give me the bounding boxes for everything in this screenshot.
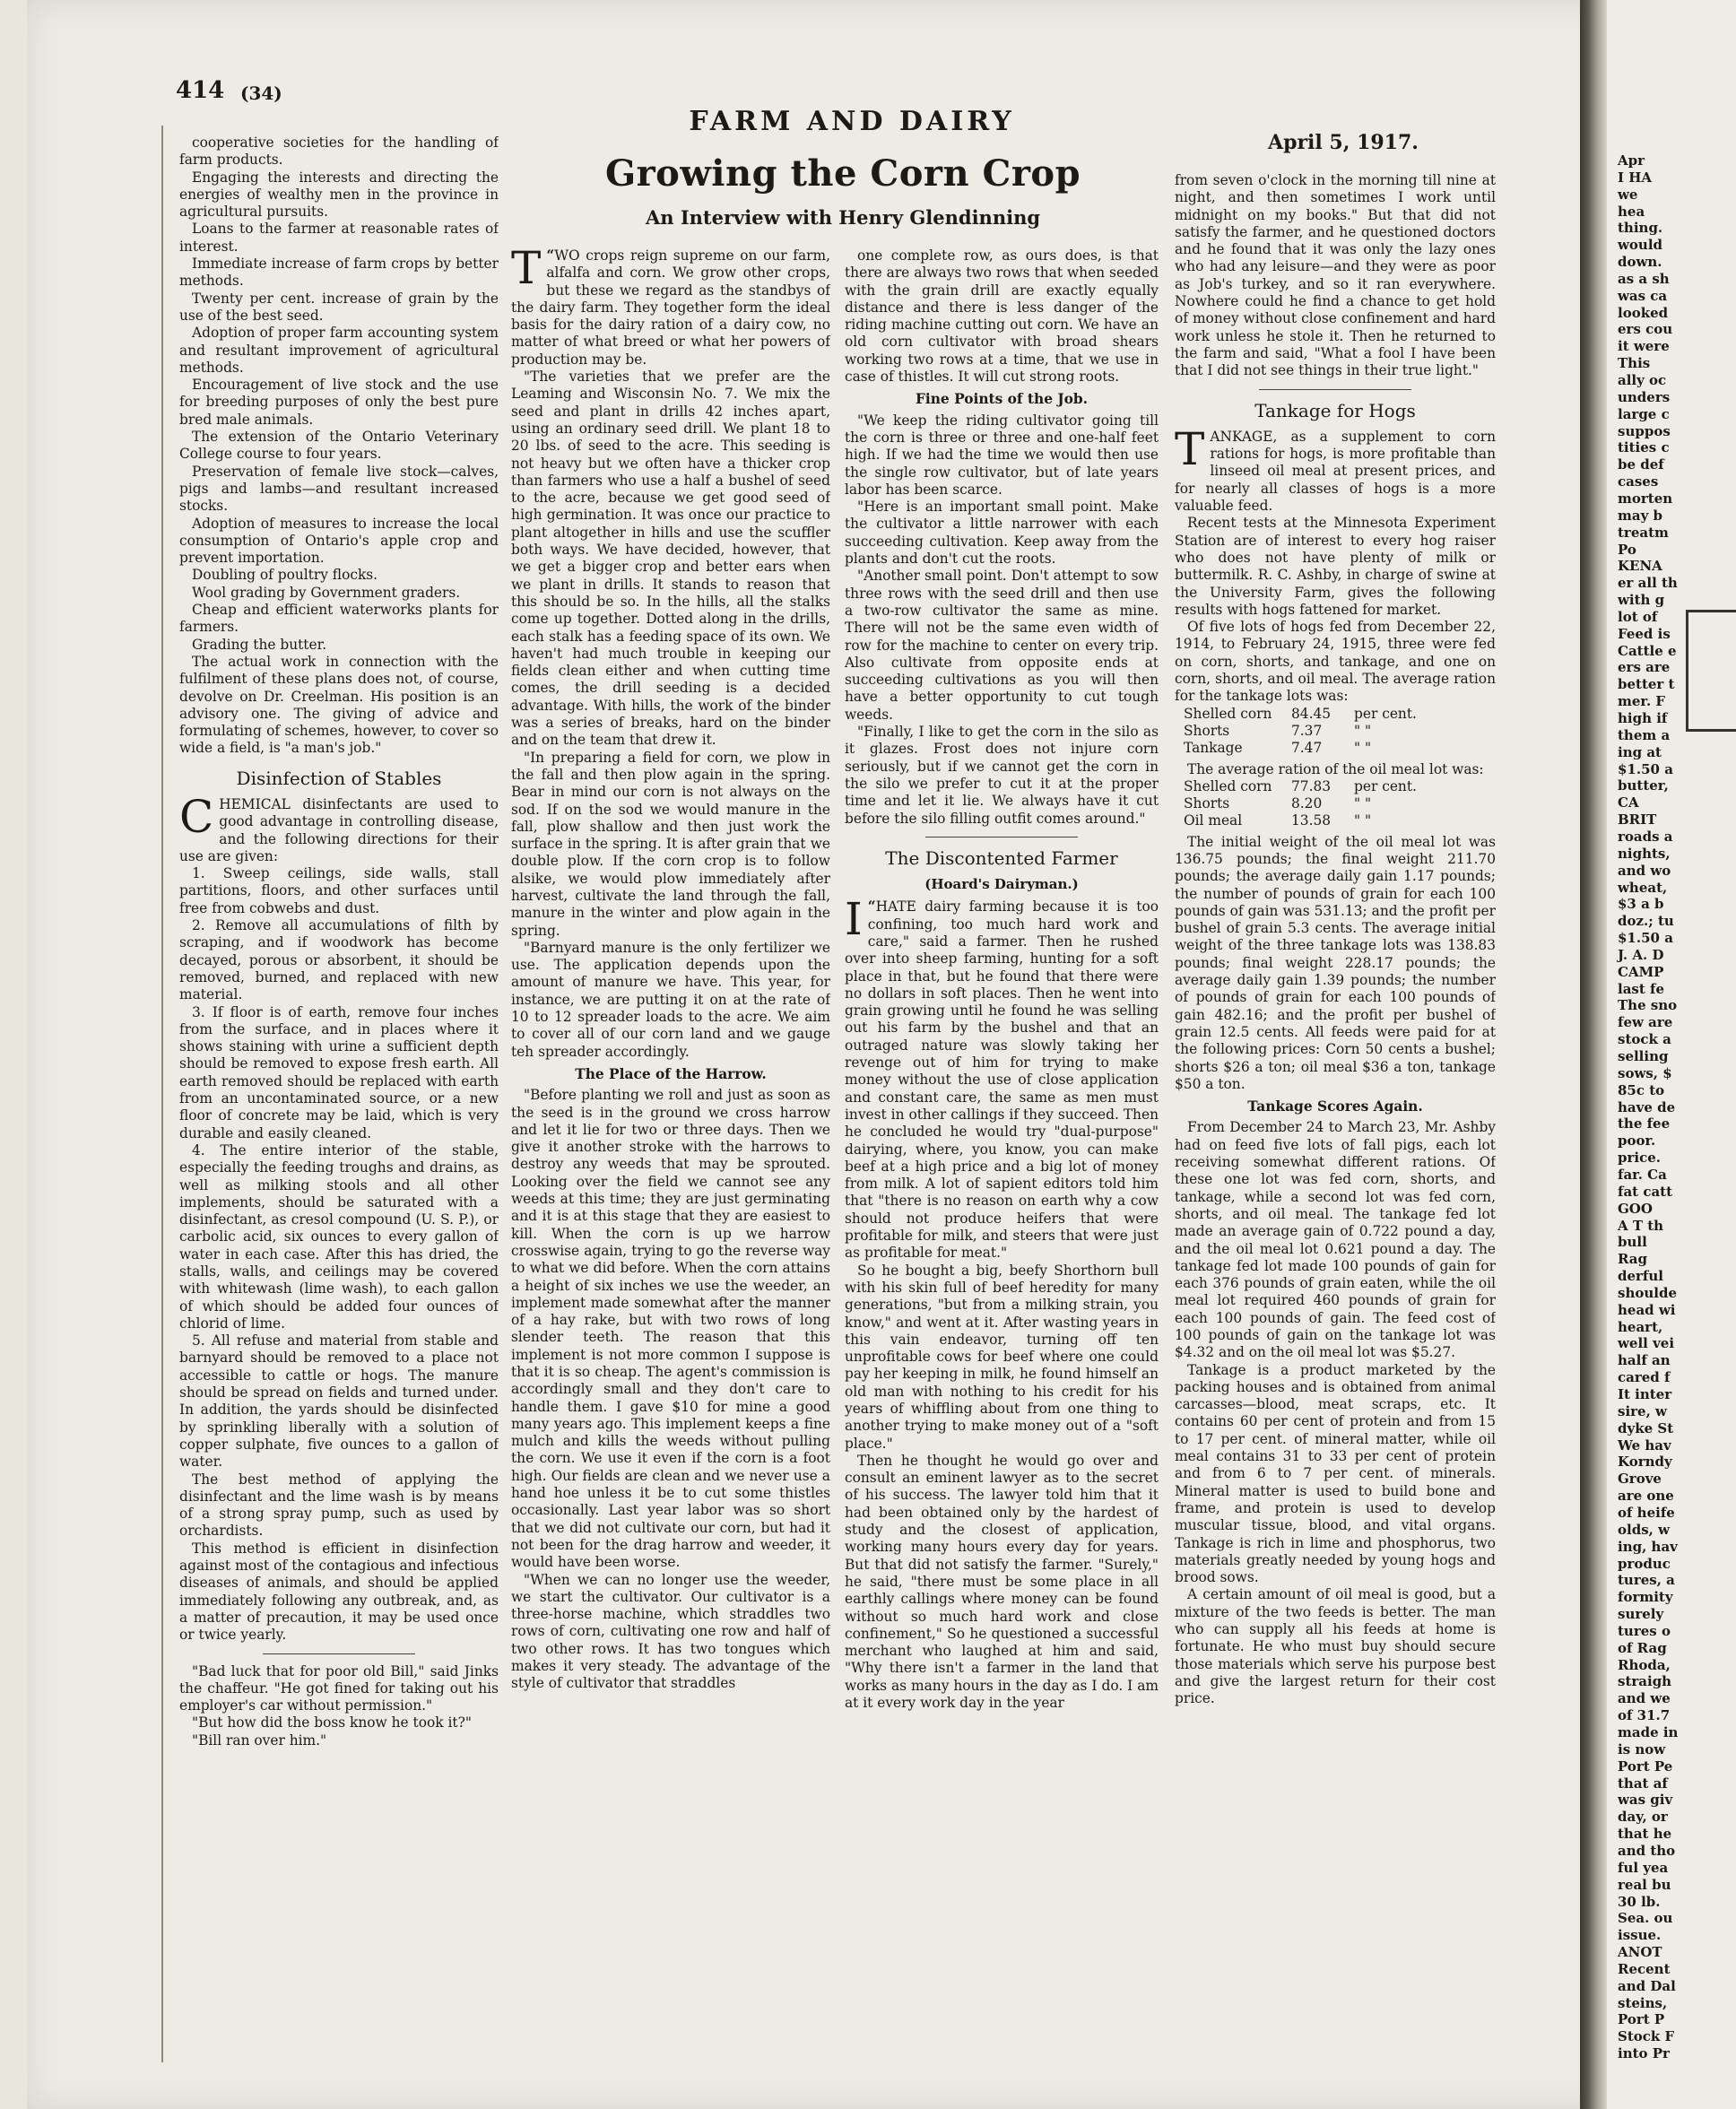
ration-cell: 7.37: [1291, 722, 1323, 739]
adjacent-page-fragment: treatm: [1618, 524, 1669, 541]
adjacent-page-fragment: would: [1618, 237, 1663, 254]
adjacent-page-fragment: and we: [1618, 1690, 1671, 1707]
adjacent-page-fragment: I HA: [1618, 169, 1653, 186]
paragraph: "Barnyard manure is the only fertilizer we use. The application depends upon the amount of manure we have. This year, for instance, we are putting it on at the rate of 10 to 12 spreader loads to the acre. We aim to cover all of our corn land and we gauge teh spreader accordingly.: [511, 939, 830, 1060]
ration-cell: Shelled corn: [1184, 705, 1272, 722]
adjacent-page-fragment: half an: [1618, 1352, 1671, 1369]
paragraph: Preservation of female live stock—calves, pigs and lambs—and resultant increased stocks.: [179, 463, 499, 515]
paragraph: Adoption of proper farm accounting system and resultant improvement of agricultural methods.: [179, 325, 499, 376]
adjacent-page-fragment: morten: [1618, 490, 1673, 507]
adjacent-page-fragment: selling: [1618, 1048, 1669, 1065]
adjacent-page-fragment: that he: [1618, 1826, 1672, 1843]
adjacent-page-fragment: shoulde: [1618, 1284, 1677, 1301]
paragraph: 4. The entire interior of the stable, especially the feeding troughs and drains, as well as milking stools and all other implements, should be saturated with a disinfectant, as cresol compound (U. S. P.), or carbolic acid, six ounces to every gallon of water in each case. After this has dried, the stalls, walls, and ceilings may be covered with whitewash (lime wash), to each gallon of which should be added four ounces of chlorid of lime.: [179, 1141, 499, 1332]
adjacent-page-fragment: issue.: [1618, 1927, 1662, 1944]
adjacent-page-fragment: Rhoda,: [1618, 1656, 1671, 1673]
paragraph: Immediate increase of farm crops by better methods.: [179, 256, 499, 290]
adjacent-page-fragment: sire, w: [1618, 1402, 1667, 1419]
page-number: 414: [176, 77, 225, 104]
corn-article-byline: An Interview with Henry Glendinning: [645, 206, 1041, 229]
adjacent-page-fragment: of Rag: [1618, 1639, 1667, 1656]
adjacent-page-fragment: ally oc: [1618, 372, 1667, 389]
adjacent-page-fragment: mer. F: [1618, 693, 1666, 710]
paragraph: "When we can no longer use the weeder, we start the cultivator. Our cultivator is a three-horse machine, which straddles two rows of corn, cultivating one row and half of two other rows. It has two tongues which makes it very steady. The advantage of the style of cultivator that straddles: [511, 1571, 830, 1692]
adjacent-page-fragment: as a sh: [1618, 270, 1670, 287]
adjacent-page-fragment: ers are: [1618, 659, 1671, 676]
paragraph: one complete row, as ours does, is that there are always two rows that when seeded with the grain drill are exactly equally distance and there is less danger of the riding machine cutting out corn. We have an old corn cultivator with broad shears working two rows at a time, that we use in case of thistles. It will cut strong roots.: [845, 247, 1159, 386]
joke-block: [179, 1663, 499, 1749]
ration-cell: " ": [1354, 722, 1372, 739]
adjacent-page-fragment: cases: [1618, 473, 1659, 490]
ration-cell: 77.83: [1291, 777, 1332, 794]
tankage-paragraphs: [1175, 515, 1496, 705]
ration-row: [1175, 812, 1496, 829]
paragraph: Encouragement of live stock and the use for breeding purposes of only the best pure bred male animals.: [179, 377, 499, 428]
dropcap-t: T: [511, 247, 542, 294]
adjacent-page-fragment: BRIT: [1618, 811, 1657, 829]
paragraph: "Bill ran over him.": [192, 1731, 327, 1749]
dropcap-t2: T: [1175, 422, 1205, 475]
paragraph: Then he thought he would go over and consult an eminent lawyer as to the secret of his success. The lawyer told him that it had been obtained only by the hardest of study and the closest of application, working many hours every day for years. But that did not satisfy the farmer. "Surely," he said, "there must be some place in all earthly callings where money can be found without so much hard work and close confinement," So he questioned a successful merchant who laughed at him and said, "Why there isn't a farmer in the land that works as many hours in the day as I do. I am at it every work day in the year: [845, 1452, 1159, 1712]
adjacent-page-fragment: into Pr: [1618, 2045, 1670, 2062]
adjacent-page-fragment: and Dal: [1618, 1977, 1676, 1994]
corn-continued: [845, 247, 1159, 386]
dropcap-c: C: [179, 790, 214, 843]
ration-cell: per cent.: [1354, 705, 1417, 722]
adjacent-page-fragment: down.: [1618, 254, 1662, 271]
harrow-subtitle: The Place of the Harrow.: [575, 1065, 767, 1082]
adjacent-page-fragment: Grove: [1618, 1471, 1662, 1488]
disinfection-intro: [179, 790, 499, 865]
adjacent-page-fragment: Port P: [1618, 2011, 1665, 2028]
adjacent-page-fragment: roads a: [1618, 828, 1673, 845]
adjacent-page-fragment: Feed is: [1618, 625, 1671, 642]
paragraph: The extension of the Ontario Veterinary College course to four years.: [179, 429, 499, 463]
adjacent-page-fragment: ing, hav: [1618, 1538, 1678, 1555]
ration-table-tankage: [1175, 706, 1496, 758]
paragraph: "Here is an important small point. Make the cultivator a little narrower with each succeeding cultivation. Keep away from the plants and don't cut the roots.: [845, 499, 1159, 568]
paragraph: 5. All refuse and material from stable and barnyard should be removed to a place not accessible to cattle or hogs. The manure should be spread on fields and turned under. In addition, the yards should be disinfected by sprinkling liberally with a solution of copper sulphate, five ounces to a gallon of water.: [179, 1332, 499, 1471]
discontented-continuation: from seven o'clock in the morning till nine at night, and then sometimes I work until midnight on my books." But that did not satisfy the farmer, and he questioned doctors and he found that it was only the lazy ones who had any leisure—and they were as poor as Job's turkey, and so it ran everywhere. Nowhere could he find a chance to get hold of money without close confinement and hard work unless he stole it. Then he returned to the farm and said, "What a fool I have been that I did not see things in their true light.": [1175, 172, 1496, 379]
ration-cell: Shorts: [1184, 795, 1230, 812]
adjacent-page-fragment: 30 lb.: [1618, 1893, 1661, 1910]
adjacent-page-fragment: with g: [1618, 592, 1665, 609]
adjacent-page-fragment: straigh: [1618, 1673, 1672, 1690]
adjacent-page-fragment: hea: [1618, 203, 1645, 220]
adjacent-page-fragment: it were: [1618, 338, 1670, 355]
adjacent-page-fragment: poor.: [1618, 1133, 1656, 1150]
adjacent-page-fragment: well vei: [1618, 1335, 1675, 1352]
creelman-plans-list: [179, 135, 499, 758]
paragraph: Loans to the farmer at reasonable rates of interest.: [179, 221, 499, 255]
adjacent-page-fragment: J. A. D: [1618, 946, 1664, 963]
open-quote: “: [867, 898, 876, 916]
adjacent-page-fragment: Apr: [1618, 152, 1645, 169]
adjacent-page-fragment: nights,: [1618, 845, 1671, 862]
ration-cell: Shelled corn: [1184, 777, 1272, 794]
adjacent-page-fragment: CAMP: [1618, 963, 1664, 980]
masthead: FARM AND DAIRY: [689, 106, 1015, 137]
adjacent-page-fragment: was giv: [1618, 1792, 1673, 1809]
adjacent-page-fragment: was ca: [1618, 287, 1668, 304]
paragraph: Engaging the interests and directing the energies of wealthy men in the province in agricultural pursuits.: [179, 169, 499, 221]
adjacent-page-fragment: unders: [1618, 388, 1671, 405]
paragraph: "Another small point. Don't attempt to sow three rows with the seed drill and then use a two-row cultivator the same as mine. There will not be the same even width of row for the machine to center on every trip. Also cultivate from opposite ends at succeeding cultivations as you will then have a better opportunity to cut tough weeds.: [845, 568, 1159, 723]
adjacent-page-fragment: be def: [1618, 456, 1664, 473]
adjacent-page-fragment: ers cou: [1618, 321, 1673, 338]
paragraph: Wool grading by Government graders.: [192, 584, 461, 601]
adjacent-page-fragment: them a: [1618, 726, 1671, 743]
ration-cell: Oil meal: [1184, 812, 1243, 829]
column-2: [511, 247, 830, 2102]
adjacent-page-fragment: tures, a: [1618, 1572, 1675, 1589]
adjacent-page-fragment: KENA: [1618, 558, 1662, 575]
adjacent-page-fragment: suppos: [1618, 422, 1671, 439]
adjacent-page-fragment: few are: [1618, 1014, 1673, 1031]
adjacent-page-fragment: Recent: [1618, 1960, 1671, 1977]
adjacent-page-fragment: butter,: [1618, 777, 1669, 794]
adjacent-page-fragment: Cattle e: [1618, 642, 1677, 659]
adjacent-page-fragment: doz.; tu: [1618, 913, 1674, 930]
adjacent-page-fragment: cared f: [1618, 1369, 1671, 1386]
paragraph: Adoption of measures to increase the local consumption of Ontario's apple crop and prevent importation.: [179, 515, 499, 567]
tankage-title: Tankage for Hogs: [1254, 399, 1416, 421]
ration-row: [1175, 740, 1496, 757]
adjacent-page-fragment: Rag: [1618, 1251, 1648, 1268]
adjacent-page-fragment: derful: [1618, 1268, 1663, 1285]
paragraph: "Bad luck that for poor old Bill," said Jinks the chaffeur. "He got fined for taking out his employer's car without permission.": [179, 1662, 499, 1714]
paragraph: Of five lots of hogs fed from December 22, 1914, to February 24, 1915, three were fed on corn, shorts, and tankage, and one on corn, shorts, and oil meal. The average ration for the tankage lots was:: [1175, 619, 1496, 705]
adjacent-page-fragment: real bu: [1618, 1876, 1671, 1893]
paragraph: "We keep the riding cultivator going till the corn is three or three and one-half feet high. If we had the time we would then use the single row cultivator, but of late years labor has been scarce.: [845, 412, 1159, 498]
adjacent-page-fragment: produc: [1618, 1555, 1671, 1572]
column-4: [1175, 172, 1496, 2100]
adjacent-page-fragment: We hav: [1618, 1436, 1671, 1454]
adjacent-page-fragment: of 31.7: [1618, 1707, 1671, 1724]
discontented-title: The Discontented Farmer: [885, 846, 1118, 869]
adjacent-page-fragment: looked: [1618, 304, 1669, 321]
adjacent-page-fragment: have de: [1618, 1098, 1676, 1115]
binding-gutter: [1580, 0, 1607, 2109]
adjacent-page-fragment: Sea. ou: [1618, 1910, 1673, 1927]
ration-row: [1175, 778, 1496, 795]
adjacent-page-fragment: The sno: [1618, 997, 1678, 1014]
adjacent-page-fragment: lot of: [1618, 608, 1658, 625]
adjacent-page-fragment: Po: [1618, 541, 1636, 558]
adjacent-page-fragment: Korndy: [1618, 1454, 1672, 1471]
adjacent-page-fragment: heart,: [1618, 1318, 1663, 1335]
adjacent-page-fragment: wheat,: [1618, 879, 1668, 896]
adjacent-page-fragment: of heife: [1618, 1504, 1675, 1521]
ration-row: [1175, 795, 1496, 812]
fine-points-paragraphs: [845, 412, 1159, 828]
paragraph: 1. Sweep ceilings, side walls, stall partitions, floors, and other surfaces until free from cobwebs and dust.: [179, 865, 499, 916]
paragraph: The actual work in connection with the fulfilment of these plans does not, of course, devolve on Dr. Creelman. His position is an advisory one. The giving of advice and formulating of schemes, however, to cover so wide a field, is "a man's job.": [179, 653, 499, 757]
paragraph: From December 24 to March 23, Mr. Ashby had on feed five lots of fall pigs, each lot receiving somewhat different rations. Of these one lot was fed corn, shorts, and tankage, while a second lot was fed corn, shorts, and oil meal. The tankage fed lot made an average gain of 0.722 pound a day, and the oil meal lot 0.621 pound a day. The tankage fed lot made 100 pounds of gain for each 376 pounds of grain eaten, while the oil meal lot required 460 pounds of grain for each 100 pounds of gain. The feed cost of 100 pounds of gain on the tankage lot was $4.32 and on the oil meal lot was $5.27.: [1175, 1119, 1496, 1361]
discontented-intro: [845, 893, 1159, 1262]
adjacent-page-fragment: tures o: [1618, 1622, 1671, 1639]
adjacent-page-fragment: ANOT: [1618, 1944, 1662, 1961]
disinfection-intro-text: HEMICAL disinfectants are used to good advantage in controlling disease, and the following directions for their use are given:: [179, 795, 499, 864]
discontented-paragraphs: [845, 1263, 1159, 1713]
paragraph: "Before planting we roll and just as soon as the seed is in the ground we cross harrow and let it lie for two or three days. Then we give it another stroke with the harrows to destroy any weeds that may be sprouted. Looking over the field we cannot see any weeds at this time; they are just germinating and it is at this stage that they are easiest to kill. When the corn is up we harrow crosswise again, trying to go the reverse way to what we did before. When the corn attains a height of six inches we use the weeder, an implement made somewhat after the manner of a hay rake, but with two rows of long slender teeth. The reason that this implement is not more common I suppose is that it is so cheap. The agent's commission is accordingly small and they don't care to handle them. I gave $10 for mine a good many years ago. This implement keeps a fine mulch and kills the weeds without pulling the corn. We use it even if the corn is a foot high. Our fields are clean and we never use a hand hoe unless it be to cut some thistles occasionally. Last year labor was so short that we did not cultivate our corn, but had it not been for the drag harrow and weeder, it would have been worse.: [511, 1087, 830, 1571]
column-3: [845, 247, 1159, 2102]
adjacent-page-fragment: ing at: [1618, 743, 1662, 760]
ration-cell: " ": [1354, 795, 1372, 812]
adjacent-page-fragment: made in: [1618, 1724, 1679, 1740]
disinfection-title: Disinfection of Stables: [236, 767, 442, 789]
ration-cell: " ": [1354, 812, 1372, 829]
adjacent-page-fragment: bull: [1618, 1234, 1647, 1251]
adjacent-page-fragment: tities c: [1618, 439, 1670, 456]
corn-paragraphs: [511, 369, 830, 1061]
ration-row: [1175, 706, 1496, 723]
adjacent-page-fragment: $1.50 a: [1618, 930, 1673, 947]
discontented-intro-text: HATE dairy farming because it is too confining, too much hard work and care," said a farmer. Then he rushed over into sheep farming, hunting for a soft place in that, but he found that there were no dollars in soft places. Then he went into grain growing until he found he was selling out his farm by the bushel and that an outraged nature was slowly taking her revenge out of him for trying to make money without the use of close application and constant care, the same as men must invest in other callings if they succeed. Then he concluded he would try "dual-purpose" dairying, where, you know, you can make beef at a high price and a big lot of money from milk. A lot of sapient editors told him that "there is no reason on earth why a cow should not produce heifers that were profitable for milk, and steers that were just as profitable for meat.": [845, 898, 1159, 1262]
paragraph: "But how did the boss know he took it?": [192, 1714, 472, 1731]
section-divider: [925, 837, 1078, 838]
paragraph: The best method of applying the disinfectant and the lime wash is by means of a strong spray pump, such as used by orchardists.: [179, 1471, 499, 1540]
paragraph: Cheap and efficient waterworks plants for farmers.: [179, 602, 499, 636]
adjacent-page-fragment: CA: [1618, 794, 1639, 811]
adjacent-page-fragment: formity: [1618, 1589, 1673, 1606]
paragraph: Tankage is a product marketed by the packing houses and is obtained from animal carcasses—blood, meat scraps, etc. It contains 60 per cent of protein and from 15 to 17 per cent. of mineral matter, while oil meal contains 31 to 33 per cent of protein and from 6 to 7 per cent. of minerals. Mineral matter is used to build bone and frame, and protein is used to develop muscular tissue, blood, and vital organs. Tankage is rich in lime and phosphorus, two materials greatly needed by young hogs and brood sows.: [1175, 1361, 1496, 1586]
disinfection-items: [179, 865, 499, 1644]
ration-cell: Shorts: [1184, 722, 1230, 739]
adjacent-page-fragment: It inter: [1618, 1386, 1672, 1403]
adjacent-page-fragment: 85c to: [1618, 1081, 1665, 1098]
adjacent-page-fragment: price.: [1618, 1150, 1661, 1167]
adjacent-page-fragment: last fe: [1618, 980, 1665, 997]
paragraph: 2. Remove all accumulations of filth by scraping, and if woodwork has become decayed, porous or absorbent, it should be removed, burned, and replaced with new material.: [179, 917, 499, 1003]
adjacent-page-fragment: $3 a b: [1618, 896, 1664, 913]
column-1: [179, 135, 499, 2098]
open-quote: “: [546, 247, 555, 264]
page-subnumber: (34): [240, 82, 282, 104]
corn-intro: [511, 247, 830, 369]
fine-points-subtitle: Fine Points of the Job.: [915, 391, 1089, 408]
adjacent-page-edge: [1607, 0, 1736, 2109]
ration-cell: per cent.: [1354, 777, 1417, 794]
adjacent-page-fragment: dyke St: [1618, 1419, 1674, 1436]
adjacent-page-fragment: are one: [1618, 1488, 1674, 1505]
corn-article-title: Growing the Corn Crop: [604, 152, 1081, 195]
adjacent-page-fragment: fat catt: [1618, 1183, 1673, 1200]
paragraph: cooperative societies for the handling of farm products.: [179, 135, 499, 169]
adjacent-page-fragment: large c: [1618, 405, 1670, 422]
tankage-scores-paragraphs: [1175, 1119, 1496, 1707]
tankage-results: [1175, 834, 1496, 1093]
adjacent-page-fragment: GOO: [1618, 1200, 1653, 1217]
adjacent-page-fragment: ful yea: [1618, 1859, 1669, 1876]
adjacent-page-fragment: thing.: [1618, 220, 1663, 237]
paragraph: Twenty per cent. increase of grain by the use of the best seed.: [179, 290, 499, 324]
paragraph: This method is efficient in disinfection against most of the contagious and infectious diseases of animals, and should be applied immediately following any outbreak, and, as a matter of precaution, it may be used once or twice yearly.: [179, 1540, 499, 1644]
tankage-intro-text: ANKAGE, as a supplement to corn rations for hogs, is more profitable than linseed oil meal at present prices, and for nearly all classes of hogs is a more valuable feed.: [1175, 428, 1496, 515]
ration-cell: 7.47: [1291, 740, 1323, 757]
paragraph: "Finally, I like to get the corn in the silo as it glazes. Frost does not injure corn seriously, but if we cannot get the corn in the silo we prefer to cut it at the proper time and let it lie. We always have it cut before the silo filling outfit comes around.": [845, 724, 1159, 827]
ration-table-oilmeal: [1175, 778, 1496, 830]
adjacent-page-fragment: $1.50 a: [1618, 760, 1673, 777]
adjacent-page-fragment: and wo: [1618, 862, 1671, 879]
adjacent-page-fragment: better t: [1618, 676, 1675, 693]
ration-cell: " ": [1354, 740, 1372, 757]
tankage-scores-subtitle: Tankage Scores Again.: [1247, 1098, 1423, 1115]
paragraph: Recent tests at the Minnesota Experiment Station are of interest to every hog raiser who does not have plenty of milk or buttermilk. R. C. Ashby, in charge of swine at the University Farm, gives the following results with hogs fattened for market.: [1175, 515, 1496, 618]
paragraph: A certain amount of oil meal is good, but a mixture of the two feeds is better. The man who can supply all his feeds at home is fortunate. He who must buy should secure those materials which serve his purpose best and give the largest return for their cost price.: [1175, 1586, 1496, 1707]
adjacent-page-fragment: we: [1618, 186, 1638, 203]
adjacent-page-fragment: Port Pe: [1618, 1758, 1673, 1775]
adjacent-page-fragment: may b: [1618, 507, 1663, 524]
adjacent-page-fragment: and tho: [1618, 1842, 1676, 1859]
ration-between: The average ration of the oil meal lot was:: [1187, 760, 1484, 777]
adjacent-page-fragment: far. Ca: [1618, 1166, 1667, 1183]
adjacent-page-fragment: steins,: [1618, 1994, 1668, 2011]
adjacent-page-fragment: high if: [1618, 710, 1668, 727]
paragraph: 3. If floor is of earth, remove four inches from the surface, and in places where it shows staining with urine a sufficient depth should be removed to expose fresh earth. All earth removed should be replaced with earth from an uncontaminated source, or a new floor of concrete may be laid, which is very durable and easily cleaned.: [179, 1003, 499, 1141]
adjacent-page-fragment: head wi: [1618, 1301, 1676, 1318]
adjacent-page-fragment: surely: [1618, 1606, 1664, 1623]
paragraph: The initial weight of the oil meal lot was 136.75 pounds; the final weight 211.70 pounds; the average daily gain 1.17 pounds; the number of pounds of grain for each 100 pounds of gain was 531.13; and the profit per bushel of grain 5.3 cents. The average initial weight of the three tankage lots was 138.83 pounds; final weight 228.17 pounds; the average daily gain 1.39 pounds; the number of pounds of grain for each 100 pounds of gain 482.16; and the profit per bushel of grain 12.5 cents. All feeds were paid for at the following prices: Corn 50 cents a bushel; shorts $26 a ton; oil meal $36 a ton, tankage $50 a ton.: [1175, 833, 1496, 1092]
adjacent-page-fragment: sows, $: [1618, 1064, 1672, 1081]
adjacent-page-fragment: is now: [1618, 1740, 1666, 1758]
adjacent-page-fragment: er all th: [1618, 575, 1678, 592]
section-divider: [1259, 389, 1411, 390]
corn-intro-text: WO crops reign supreme on our farm, alfalfa and corn. We grow other crops, but these we regard as the standbys of the dairy farm. They together form the ideal basis for the dairy ration of a dairy cow, no matter of what breed or what her powers of production may be.: [511, 247, 830, 368]
adjacent-page-fragment: that af: [1618, 1775, 1668, 1792]
paragraph: "The varieties that we prefer are the Leaming and Wisconsin No. 7. We mix the seed and plant in drills 42 inches apart, using an ordinary seed drill. We plant 18 to 20 lbs. of seed to the acre. This seeding is not heavy but we often have a thicker crop than farmers who use a half a bushel of seed to the acre, because we get good seed of high germination. It was once our practice to plant altogether in hills and use the scuffler both ways. We have decided, however, that we get a bigger crop and better ears when we plant in drills. It stands to reason that this should be so. In the hills, all the stalks come up together. Dotted along in the drills, each stalk has a feeding space of its own. We haven't had much trouble in keeping our fields clean either and when cutting time comes, the drill seeding is a decided advantage. With hills, the work of the binder was a series of breaks, hard on the binder and on the team that drew it.: [511, 369, 830, 749]
left-margin-rule: [161, 126, 163, 2062]
discontented-credit: (Hoard's Dairyman.): [924, 876, 1079, 893]
tankage-intro: [1175, 422, 1496, 515]
section-divider: [263, 1653, 415, 1654]
adjacent-page-fragment: olds, w: [1618, 1521, 1670, 1538]
adjacent-page-box: [1686, 610, 1736, 732]
paragraph: Doubling of poultry flocks.: [192, 567, 378, 584]
paragraph: So he bought a big, beefy Shorthorn bull with his skin full of beef heredity for many generations, "but from a milking strain, you know," and went at it. After wasting years in this vain endeavor, turning off ten unprofitable cows for beef where one could pay her keeping in milk, he found himself an old man with nothing to his credit for his years of whiffling about from one thing to another trying to make money out of a "soft place.": [845, 1262, 1159, 1452]
dropcap-i: I: [845, 893, 863, 946]
paragraph: Grading the butter.: [192, 636, 327, 653]
ration-cell: Tankage: [1184, 740, 1243, 757]
adjacent-page-fragment: This: [1618, 355, 1651, 372]
adjacent-page-fragment: Stock F: [1618, 2028, 1675, 2045]
adjacent-page-fragment: the fee: [1618, 1115, 1671, 1133]
issue-date: April 5, 1917.: [1268, 131, 1419, 154]
ration-cell: 8.20: [1291, 795, 1323, 812]
paragraph: "In preparing a field for corn, we plow in the fall and then plow again in the spring. Bear in mind our corn is not always on the sod. If on the sod we would manure in the fall, plow shallow and then just work the surface in the spring. It is after grain that we double plow. If the corn crop is to follow alsike, we would plow immediately after harvest, cultivate the land through the fall, manure in the winter and plow again in the spring.: [511, 749, 830, 939]
adjacent-page-fragment: day, or: [1618, 1809, 1668, 1826]
ration-cell: 84.45: [1291, 705, 1332, 722]
adjacent-page-fragment: stock a: [1618, 1031, 1671, 1048]
harrow-paragraphs: [511, 1087, 830, 1692]
ration-cell: 13.58: [1291, 812, 1332, 829]
adjacent-page-fragment: A T th: [1618, 1217, 1664, 1234]
ration-row: [1175, 723, 1496, 740]
